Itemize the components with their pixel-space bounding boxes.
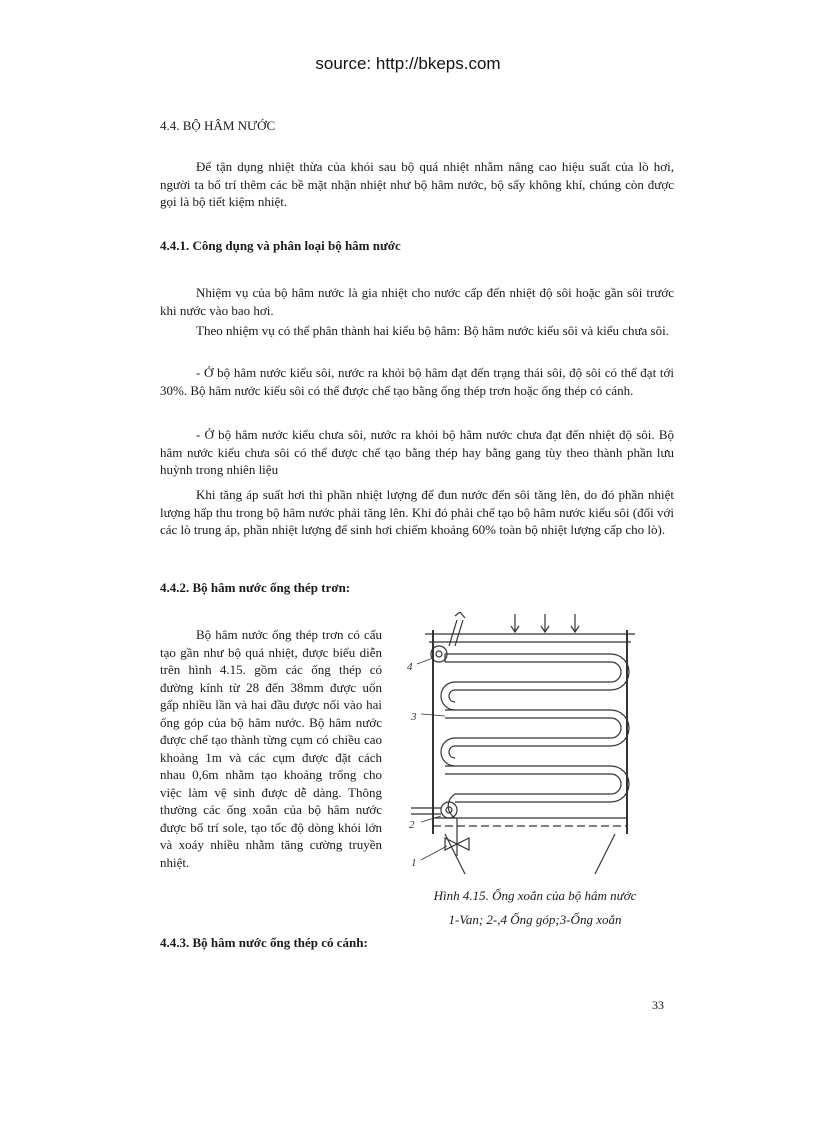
label-3: 3 [411, 711, 417, 723]
economizer-coil-figure [405, 612, 645, 882]
heading-4-4-1: 4.4.1. Công dụng và phân loại bộ hâm nước [160, 238, 401, 253]
intro-paragraph: Để tận dụng nhiệt thừa của khói sau bộ quá nhiệt nhằm nâng cao hiệu suất của lò hơi, người ta bố trí thêm các bề mặt nhận nhiệt như bộ hâm nước, bộ sấy không khí, chúng còn được gọi là bộ tiết kiệm nhiệt. [160, 159, 674, 209]
heading-4-4-3: 4.4.3. Bộ hâm nước ống thép có cánh: [160, 935, 368, 950]
figure-legend: 1-Van; 2-,4 Ống góp;3-Ống xoắn [448, 912, 622, 927]
page-number: 33 [652, 998, 664, 1012]
paragraph-types: Theo nhiệm vụ có thể phân thành hai kiểu bộ hâm: Bộ hâm nước kiểu sôi và kiểu chưa sôi. [196, 323, 669, 338]
figure-caption: Hình 4.15. Ống xoắn của bộ hâm nước [433, 888, 637, 903]
source-header: source: http://bkeps.com [315, 54, 501, 73]
paragraph-smooth-tube: Bộ hâm nước ống thép trơn có cấu tạo gần như bộ quá nhiệt, được biểu diễn trên hình 4.15. gồm các ống thép có đường kính từ 28 đến 38mm được uốn gấp nhiều lần và hai đầu được nối vào hai ống góp của bộ hâm nước. Bộ hâm nước được chế tạo thành từng cụm có chiều cao khoảng 1m và các cụm được đặt cách nhau 0,6m nhằm tạo khoảng trống cho việc làm vệ sinh được dễ dàng. Thông thường các ống xoắn của bộ hâm nước được bố trí sole, tạo tốc độ dòng khói lớn và xoáy nhiều nhằm tăng cường truyền nhiệt. [160, 627, 382, 870]
paragraph-pressure: Khi tăng áp suất hơi thì phần nhiệt lượng để đun nước đến sôi tăng lên, do đó phần nhiệt lượng hấp thu trong bộ hâm nước phải tăng lên. Khi đó phải chế tạo bộ hâm nước kiểu sôi (đối với các lò trung áp, phần nhiệt lượng để sinh hơi chiếm khoảng 60% toàn bộ nhiệt lượng cấp cho lò). [160, 487, 674, 537]
paragraph-non-boiling-type: - Ở bộ hâm nước kiểu chưa sôi, nước ra khỏi bộ hâm nước chưa đạt đến nhiệt độ sôi. Bộ hâm nước kiểu chưa sôi có thể được chế tạo bằng thép hay bằng gang tùy theo thành phần lưu huỳnh trong nhiên liệu [160, 427, 674, 477]
label-2: 2 [409, 819, 415, 831]
paragraph-task: Nhiệm vụ của bộ hâm nước là gia nhiệt cho nước cấp đến nhiệt độ sôi hoặc gần sôi trước khi nước vào bao hơi. [160, 285, 674, 318]
section-title: 4.4. BỘ HÂM NƯỚC [160, 118, 276, 133]
label-1: 1 [411, 857, 417, 869]
heading-4-4-2: 4.4.2. Bộ hâm nước ống thép trơn: [160, 580, 351, 595]
label-4: 4 [407, 661, 413, 673]
paragraph-boiling-type: - Ở bộ hâm nước kiểu sôi, nước ra khỏi bộ hâm đạt đến trạng thái sôi, độ sôi có thể đạt tới 30%. Bộ hâm nước kiểu sôi có thể được chế tạo bằng ống thép trơn hoặc ống thép có cánh. [160, 365, 674, 398]
